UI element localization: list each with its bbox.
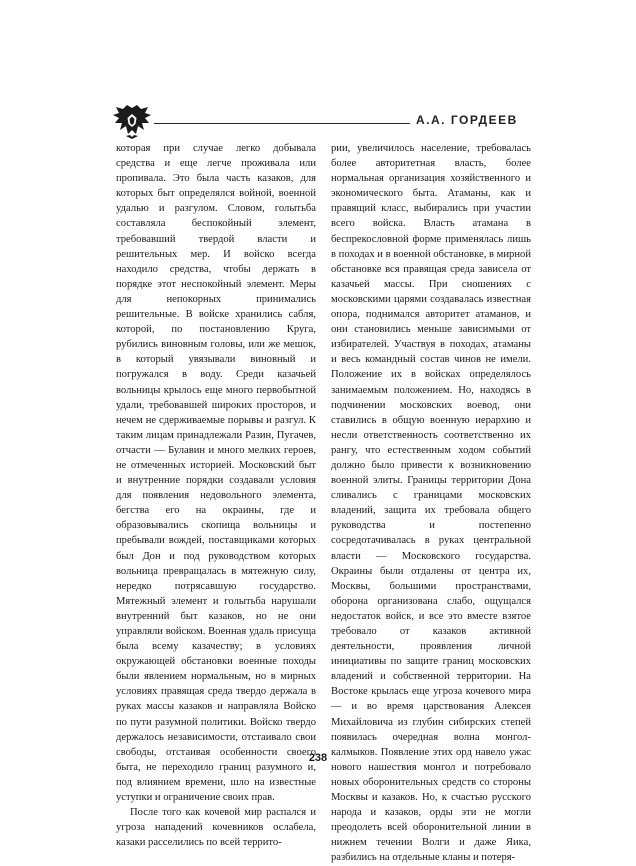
double-headed-eagle-icon	[112, 104, 152, 140]
paragraph: которая при случае легко добывала средства и еще легче проживала или пропивала. Это была часть казаков, для которых быт определялся войной, военной удалью и разгулом. Словом, голытьба составляла беспокойный элемент, требовавший твердой власти и решительных мер. И войско всегда находило средства, чтобы держать в порядке этот неспокойный элемент. Меры для непокорных принимались решительные. В войске хранились сабля, которой, по постановлению Круга, рубились виновным головы, или же мешок, в который увязывали виновный и погружался в воду. Среди казачьей вольницы крылось еще много первобытной удали, требовавшей широких просторов, и нечем не сдерживаемые порывы и разгул. К таким лицам принадлежали Разин, Пугачев, отчасти — Булавин и много мелких героев, не отмеченных историей. Московский быт и внутренние порядки создавали условия для появления недовольного элемента, бегства его на окраины, где и образовывались скопища вольницы и пребывали вождей, поставщиками которых был Дон и под руководством которых вольница превращалась в мятежную силу, нередко потрясавшую государство. Мятежный элемент и голытьба нарушали внутренний быт казаков, но не они управляли войском. Военная удаль присуща была всему казачеству; в условиях окружающей обстановки военные походы были явлением нормальным, но в мирных условиях правящая среда твердо держала в руках массы казаков и направляла Войско по пути разумной политики. Войско твердо держалось независимости, отстаивало свои свободы, отстаивая особенности своего быта, не переходило границ разумного и, под влиянием времени, шло на известные уступки и ограничение своих прав.	[116, 143, 316, 804]
page-number: 238	[308, 752, 328, 764]
text-column-left	[116, 141, 316, 849]
paragraph: После того как кочевой мир распался и угроза нападений кочевников ослабела, казаки расселились по всей террито-	[116, 807, 316, 849]
header-rule	[154, 123, 410, 124]
page-header	[0, 104, 636, 140]
text-column-right	[331, 141, 531, 864]
running-head-author: А.А. ГОРДЕЕВ	[416, 113, 518, 127]
paragraph: рии, увеличилось население, требовалась более авторитетная власть, более нормальная организация хозяйственного и экономического быта. Атаманы, как и правящий класс, выбирались при участии всего войска. Власть атамана в беспрекословной форме применялась лишь в походах и в военной обстановке, в мирной обстановке вся правящая среда зависела от казачьей массы. При сношениях с московскими царями создавалась известная опора, поднимался авторитет атаманов, и они становились меньше зависимыми от избирателей. Участвуя в походах, атаманы и весь командный состав чинов не имели. Положение их в войсках определялось занимаемым положением. Но, находясь в подчинении московских воевод, они ставились в общую военную иерархию и несли ответственность соответственно их рангу, что естественным ходом событий должно было привести к возникновению военной элиты. Границы территории Дона сливались с границами московских владений, защита их требовала общего руководства и постепенно сосредотачивалась в руках центральной власти — Московского государства. Окраины были отдалены от центра их, Москвы, большими пространствами, оборона организована слабо, ощущался недостаток войск, и все это вместе взятое требовало от казаков активной деятельности, проявления личной инициативы по защите границ московских владений и собственной территории. На Востоке крылась еще угроза кочевого мира — и во время царствования Алексея Михайловича из глубин сибирских степей появилась очередная волна монгол-калмыков. Появление этих орд навело ужас нового нашествия монгол и потребовало новых оборонительных средств со стороны Москвы и казаков. Но, к счастью русского народа и казаков, орды эти не могли преодолеть всей оборонительной линии в нижнем течении Волги и даже Яика, разбились на отдельные кланы и потеря-	[331, 143, 531, 864]
